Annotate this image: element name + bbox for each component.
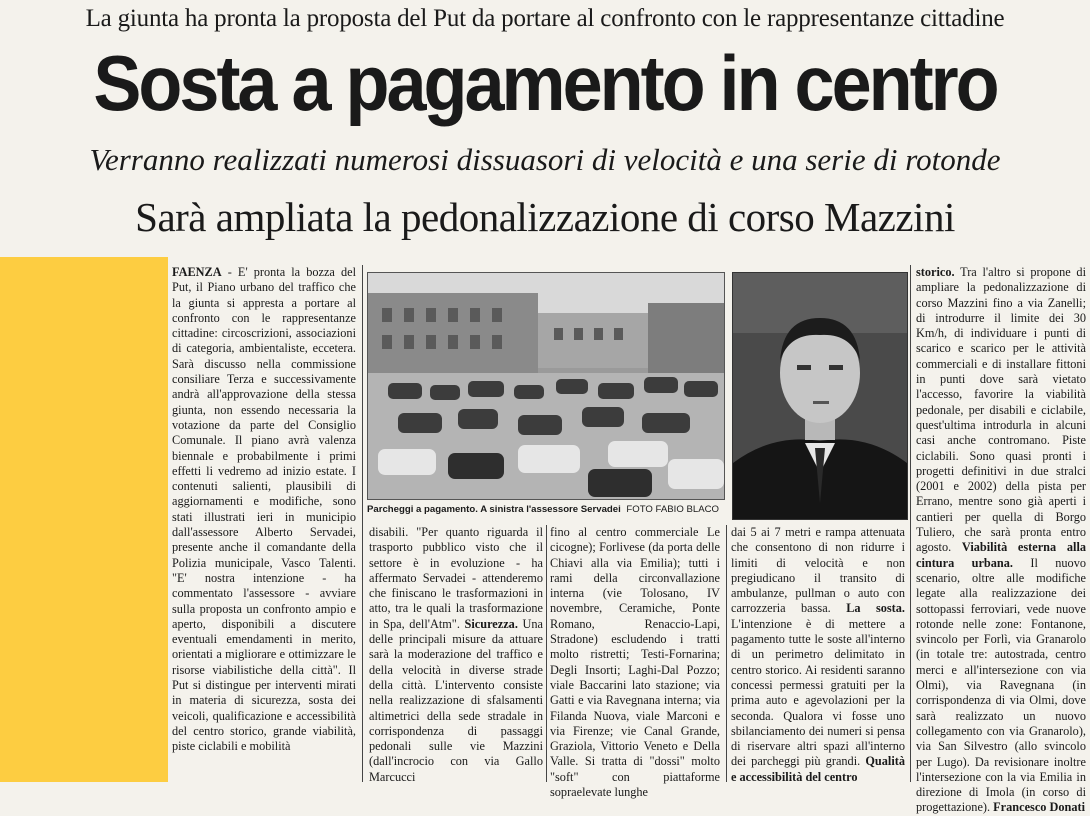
column-divider [362,265,363,782]
column-4-text-cont: L'intenzione è di mettere a pagamento tutte le soste all'interno di un perimetro delimitato in centro storico. Ai residenti saranno concessi permessi gratuiti per la prima auto e agevolazioni per la seconda. Qualora vi fosse uno sbilanciamento dei numeri si pensa di riservare altri spazi all'interno dei parcheggi più grandi. [731,616,905,769]
article-column-4 [731,525,905,782]
highlighter-mark [0,257,168,782]
photo-caption [367,502,723,518]
column-1-text: - E' pronta la bozza del Put, il Piano urbano del traffico che la giunta si appresta a portare al confronto con le rappresentanze cittadine: circoscrizioni, associazioni di categoria, ambientaliste, eccetera. Sarà discusso nella commissione consiliare Terza e successivamente andrà all'approvazione della stessa giunta, non essendo necessaria la votazione da parte del Consiglio Comunale. Il piano avrà valenza biennale e probabilmente i primi effetti li vedremo ad inizio estate. I contenuti salienti, plausibili di aggiornamenti e modifiche, sono stati illustrati ieri in municipio dall'assessore Alberto Servadei, presente anche il comandante della Polizia municipale, Vasco Talenti. "E' nostra intenzione - ha commentato l'assessore - avviare sulla proposta un confronto ampio e aperto, disponibili a discutere eventuali emendamenti in merito, orientati a migliorare e ottimizzare le risorse viabilistiche della città". Il Put si distingue per interventi mirati in materia di sicurezza, sosta dei veicoli, qualificazione e accessibilità del centro storico, grande viabilità, piste ciclabili e mobilità [172,265,356,754]
article-column-1 [172,265,356,782]
subhead: Verranno realizzati numerosi dissuasori di velocità e una serie di rotonde [89,142,1001,177]
article-column-5 [916,265,1087,815]
column-2-text: disabili. "Per quanto riguarda il trasporto pubblico visto che il settore è in evoluzione - ha affermato Servadei - attenderemo che finiscano le trasformazioni in atto, tra le quali la trasformazione in Spa, dell'Atm". [369,525,543,631]
parking-photo-image [368,273,724,499]
article-column-2 [369,525,543,782]
portrait-photo-image [733,273,907,519]
photo-credit: FOTO FABIO BLACO [626,504,719,515]
column-divider [910,265,911,782]
dateline: FAENZA [172,265,222,279]
kicker: La giunta ha pronta la proposta del Put da portare al confronto con le rappresentanze cittadine [85,5,1005,32]
section-heading-sicurezza: Sicurezza. [464,616,518,631]
column-5-text: Tra l'altro si propone di ampliare la pedonalizzazione di corso Mazzini fino a via Zanelli; di introdurre il limite dei 30 Km/h, di individuare i punti di scarico e scarico per le attività commerciali e di installare fittoni in punti dove sarà vietato l'accesso, favorire la viabilità pedonale, per disabili e ciclabile, quest'ultima introdurla in alcuni casi anche contromano. Piste ciclabili. Sono quasi pronti i progetti definitivi in due stralci (2001 e 2002) della pista per Errano, mentre sono già aperti i cantieri per quella di Borgo Tuliero, che sarà pronta entro agosto. [916,265,1086,555]
headline: Sosta a pagamento in centro [93,40,997,128]
article-column-3 [550,525,720,800]
column-divider [546,525,547,782]
column-3-text: fino al centro commerciale Le cicogne); Forlivese (da porta delle Chiavi alla via Emilia); tutti i rami della circonvallazione interna (vie Tolosano, IV novembre, Ceramiche, Ponte Romano, Renaccio-Lapi, Stradone) escludendo i tratti molto ristretti; Testi-Fornarina; Degli Insorti; Laghi-Dal Pozzo; viale Baccarini lato stazione; via Gatti e via Ravegnana interna; via Filanda Nuova, viale Marconi e via Firenze; vie Canal Grande, Graziola, Vittorio Veneto e Della Valle. Si tratta di "dossi" molto "soft" con piattaforme sopraelevate lunghe [550,525,720,800]
section-heading-qualita: Qualità e accessibilità del centro [731,754,905,784]
column-2-text-cont: Una delle principali misure da attuare sarà la moderazione del traffico e della velocità in diverse strade della città. L'intervento consiste nella realizzazione di sfalsamenti altimetrici della sede stradale in corrispondenza di passaggi pedonali sulle vie Mazzini (dall'incrocio con via Gallo Marcucci [369,616,543,784]
parking-photo [367,272,725,500]
photo-caption-text: Parcheggi a pagamento. A sinistra l'assessore Servadei [367,504,621,515]
byline: Francesco Donati [993,800,1086,815]
subhead-secondary: Sarà ampliata la pedonalizzazione di corso Mazzini [135,194,955,240]
column-divider [726,525,727,782]
section-heading-sosta: La sosta. [846,601,906,616]
column-4-text: dai 5 ai 7 metri e rampa attenuata che consentono di non ridurre i limiti di velocità e non pregiudicano il transito di ambulanze, pullman o auto con carrozzeria bassa. [731,525,905,616]
portrait-photo [732,272,908,520]
column-5-text-cont: Il nuovo scenario, oltre alle modifiche legate alla realizzazione dei sottopassi ferroviari, vede nuove rotonde nelle zone: Fontanone, svincolo per Forlì, via Granarolo (in totale tre: autostrada, centro merci e all'intersezione con via Olmi), via Ravegnana (in corrispondenza di via Olmi, dove sarà realizzato un nuovo collegamento con via Granarolo), via San Silvestro (allo svincolo per Lugo). Da revisionare inoltre l'intersezione con la via Emilia in direzione di Imola (in corso di progettazione). [916,555,1086,815]
section-heading-storico: storico. [916,265,955,279]
section-heading-viabilita: Viabilità esterna alla cintura urbana. [916,540,1087,570]
